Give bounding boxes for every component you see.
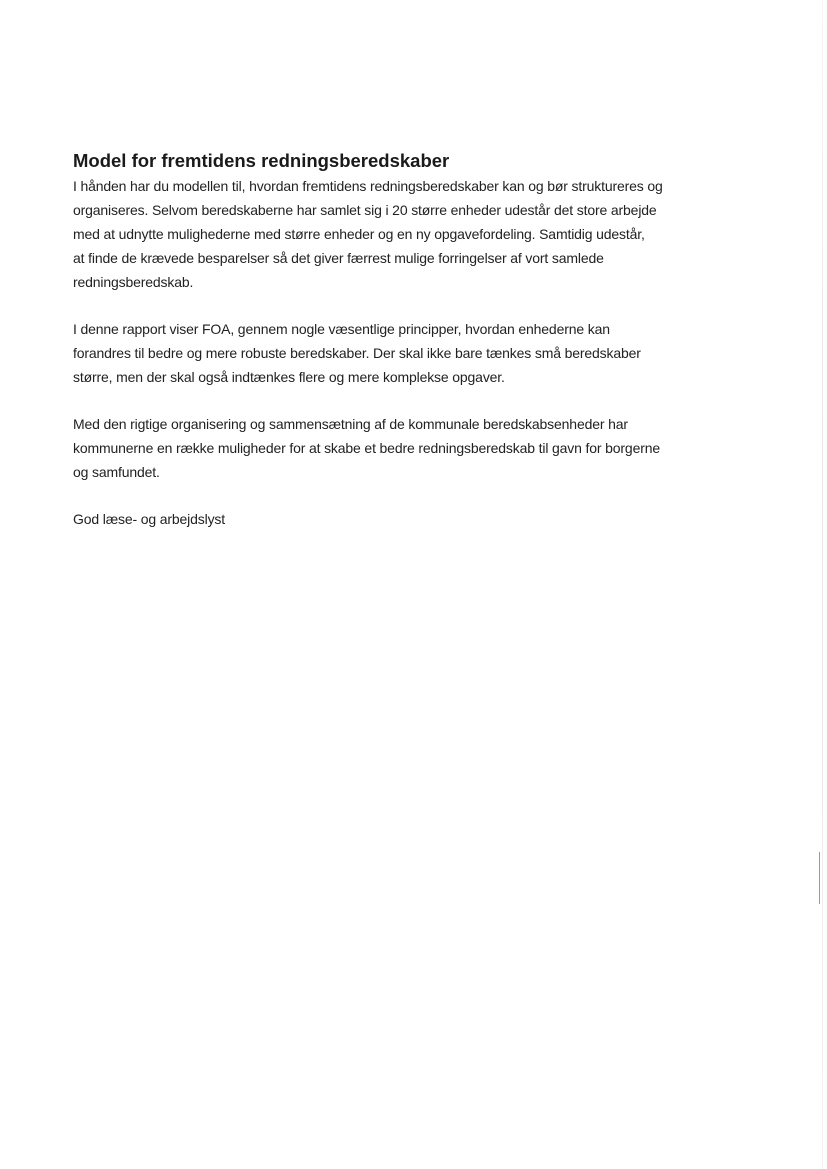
paragraph-organisation <box>73 412 763 484</box>
paragraph-line: redningsberedskab. <box>73 274 194 290</box>
paragraph-line: organiseres. Selvom beredskaberne har samlet sig i 20 større enheder udestår det store arbejde <box>73 202 657 218</box>
paragraph-line: at finde de krævede besparelser så det giver færrest mulige forringelser af vort samlede <box>73 250 604 266</box>
scan-edge-line <box>822 0 823 1169</box>
paragraph-line: og samfundet. <box>73 464 160 480</box>
document-content <box>73 150 763 554</box>
paragraph-line: større, men der skal også indtænkes flere og mere komplekse opgaver. <box>73 369 505 385</box>
scan-edge-mark <box>819 852 823 904</box>
paragraph-line: I hånden har du modellen til, hvordan fremtidens redningsberedskaber kan og bør struktureres og <box>73 178 663 194</box>
paragraph-line: I denne rapport viser FOA, gennem nogle væsentlige principper, hvordan enhederne kan <box>73 321 610 337</box>
paragraph-line: kommunerne en række muligheder for at skabe et bedre redningsberedskab til gavn for borgerne <box>73 440 660 456</box>
paragraph-report <box>73 317 763 389</box>
paragraph-line: Med den rigtige organisering og sammensætning af de kommunale beredskabsenheder har <box>73 416 628 432</box>
paragraph-line: med at udnytte mulighederne med større enheder og en ny opgavefordeling. Samtidig udestår, <box>73 226 645 242</box>
paragraph-line: forandres til bedre og mere robuste beredskaber. Der skal ikke bare tænkes små beredskaber <box>73 345 641 361</box>
paragraph-closing <box>73 507 763 531</box>
paragraph-line: God læse- og arbejdslyst <box>73 511 226 527</box>
document-title: Model for fremtidens redningsberedskaber <box>73 150 450 171</box>
paragraph-intro <box>73 174 763 294</box>
